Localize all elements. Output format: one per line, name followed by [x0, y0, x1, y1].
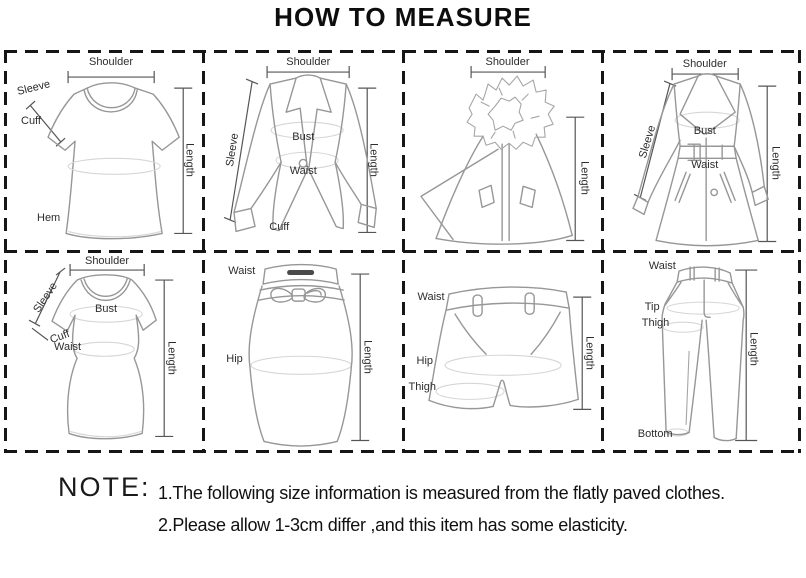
label-hip: Hip: [416, 354, 434, 367]
note-line-1: 1.The following size information is measured from the flatly paved clothes.: [158, 483, 725, 503]
panel-dress: [4, 252, 203, 454]
label-bust: Bust: [292, 131, 315, 143]
panel-pants: [602, 252, 801, 454]
label-bust: Bust: [94, 302, 118, 315]
label-cuff: Cuff: [269, 221, 290, 233]
shorts-drawing: [403, 252, 602, 454]
label-cuff: Cuff: [48, 327, 72, 346]
label-waist: Waist: [691, 159, 719, 171]
label-length: Length: [361, 339, 374, 374]
panel-tshirt: [4, 50, 203, 252]
label-shoulder: Shoulder: [682, 58, 727, 70]
label-length: Length: [183, 143, 196, 177]
panel-skirt: [203, 252, 402, 454]
label-waist: Waist: [228, 264, 256, 277]
label-length: Length: [165, 340, 178, 375]
measure-grid: [4, 50, 801, 453]
label-thigh: Thigh: [641, 316, 670, 329]
label-hem: Hem: [37, 212, 61, 224]
note-heading: NOTE:: [58, 472, 151, 502]
label-length: Length: [583, 335, 595, 370]
note-line-2: 2.Please allow 1-3cm differ ,and this item has some elasticity.: [158, 515, 628, 535]
label-sleeve: Sleeve: [224, 132, 242, 168]
label-length: Length: [578, 161, 590, 195]
label-thigh: Thigh: [408, 380, 437, 393]
label-waist: Waist: [648, 259, 676, 272]
pants-drawing: [602, 252, 801, 454]
panel-shorts: [403, 252, 602, 454]
label-hip: Hip: [226, 352, 243, 365]
label-waist: Waist: [54, 340, 82, 353]
page-title: HOW TO MEASURE: [274, 2, 532, 32]
panel-blazer: [203, 50, 402, 252]
label-bottom: Bottom: [637, 427, 673, 440]
label-shoulder: Shoulder: [84, 254, 130, 267]
label-waist: Waist: [289, 165, 317, 177]
label-length: Length: [367, 143, 380, 177]
tshirt-drawing: [4, 50, 203, 252]
panel-fur-coat: [403, 50, 602, 252]
panel-trench-coat: [602, 50, 801, 252]
label-sleeve: Sleeve: [31, 279, 60, 315]
label-length: Length: [747, 331, 760, 366]
fur-coat-drawing: [403, 50, 602, 252]
label-waist: Waist: [417, 290, 445, 303]
label-length: Length: [769, 146, 782, 180]
label-tip: Tip: [644, 300, 660, 313]
label-cuff: Cuff: [21, 115, 41, 127]
label-sleeve: Sleeve: [636, 124, 658, 160]
label-shoulder: Shoulder: [485, 56, 530, 68]
label-shoulder: Shoulder: [88, 56, 134, 68]
label-sleeve: Sleeve: [15, 78, 52, 98]
label-bust: Bust: [693, 125, 716, 137]
label-shoulder: Shoulder: [286, 56, 331, 68]
